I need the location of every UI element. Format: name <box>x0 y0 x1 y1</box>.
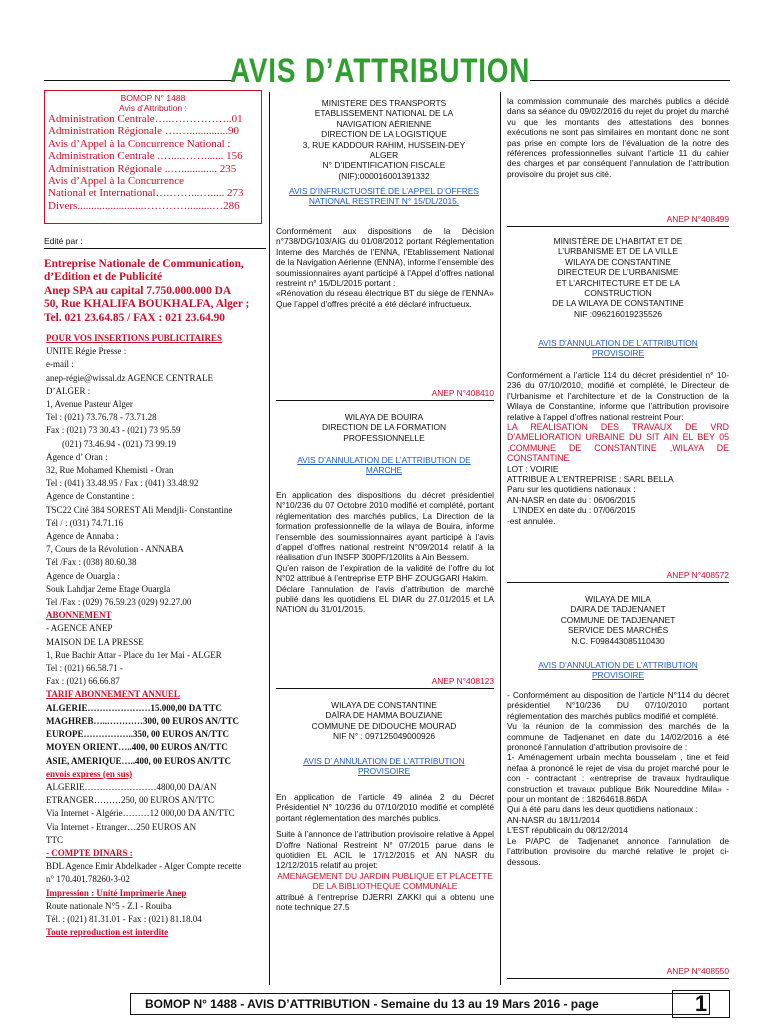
contact-line: Tél. : (021) 81.31.01 - Fax : (021) 81.18.04 <box>46 913 202 924</box>
contact-line: Tel : (041) 33.48.95 / Fax : (041) 33.48.92 <box>46 478 199 489</box>
notice-1-title-link[interactable]: AVIS D’INFRUCTUOSITÉ DE L’APPEL D’OFFRES NATIONAL RESTREINT N° 15/DL/2015. <box>289 186 479 207</box>
contact-line: D’ALGER : <box>46 385 91 396</box>
publisher-line: Entreprise Nationale de Communication, <box>44 258 244 270</box>
contact-line: TSC22 Cité 384 SOREST Ali Mendjli- Constantine <box>46 504 233 515</box>
contact-line: Tel : (021) 66.58.71 - <box>46 663 123 674</box>
notice-5-body: Conformément a l’article 114 du décret présidentiel n° 10-236 du 07/10/2010, modifié et complété, le Directeur de l’Urbanisme et l’architecture et de la Construction de la Wilaya de Constantine, informe que l’attribution provisoire relative à l’appel d’offres national restreint Pour: LA REALISATION DES TRAVAUX DE VRD D’AMELIORATION URBAINE DU SIT AIN EL BEY 05 ,COMMUNE DE CONSTANTINE ,WILAYA DE CONSTANTINE LOT : VOIRIE ATTRIBUE A L’ENTREPRISE : SARL BELLA Paru sur les quotidiens nationaux : AN-NASR en date du : 06/06/2015 L’INDEX en date du : 07/06/2015 -est annulée. <box>507 370 729 526</box>
contact-info-list <box>46 332 241 939</box>
contact-line: Tel /Fax : (029) 76.59.23 (029) 92.27.00 <box>46 597 192 608</box>
contact-line: 1, Rue Bachir Attar - Place du 1er Mai - ALGER <box>46 649 222 660</box>
publisher-line: Anep SPA au capital 7.750.000.000 DA <box>44 284 232 297</box>
contact-line: ALGERIE…………………15.000,00 DA TTC <box>46 702 222 713</box>
summary-row: Administration Centrale .…....……....... 156 <box>48 150 243 163</box>
contact-line: Route nationale N°5 - Z.I - Rouiba <box>46 900 172 911</box>
column-divider-1 <box>269 92 270 985</box>
contact-section-heading: Toute reproduction est interdite <box>46 927 169 938</box>
notice-2-header: WILAYA DE BOUIRA DIRECTION DE LA FORMATION PROFESSIONNELLE <box>321 412 447 443</box>
contact-line: (021) 73.46.94 - (021) 73 99.19 <box>62 438 176 449</box>
contact-line: Tél /Fax : (038) 80.60.38 <box>46 557 137 568</box>
notice-2-body: En application des dispositions du décret présidentiel N°10/236 du 07 Octobre 2010 modifié et complété, portant réglementation des marchés publics, La Direction de la formation professionnelle de la wilaya de Bouira, informe l’ensemble des soumissionnaires ayant participé à l’avis d’appel d’offres national restreint N°09/2014 relatif à la réalisation d’un INSFP 300PF/120Iits à Ain Bessem. Qu’en raison de l’expiration de la validité de l’offre du lot N°02 attribué à l’entreprise ETP BHF ZOUGGARI Hakim. Déclare l’annulation de l’avis d’attribution de marché publié dans les quotidiens EL DIAR du 27.01/2015 et LA NATION du 31/01/2015. <box>276 490 494 615</box>
notice-4-divider <box>507 226 729 227</box>
contact-section-heading: - COMPTE DINARS : <box>46 847 133 858</box>
contact-line: UNITE Régie Presse : <box>46 346 127 357</box>
contact-section-heading: TARIF ABONNEMENT ANNUEL <box>46 689 180 700</box>
notice-2-divider <box>276 688 494 689</box>
notice-5-header: MINISTÈRE DE L’HABITAT ET DE L’URBANISME ET DE LA VILLE WILAYA DE CONSTANTINE DIRECTEUR DE L’URBANISME ET L’ARCHITECTURE ET DE LA CONSTRUCTION DE LA WILAYA DE CONSTANTINE NIF :096216019235526 <box>552 236 684 319</box>
contact-line: 7, Cours de la Révolution - ANNABA <box>46 544 184 555</box>
column-divider-2 <box>500 92 501 985</box>
notice-6-header: WILAYA DE MILA DAIRA DE TADJENANET COMMUNE DE TADJENANET SERVICE DES MARCHÉS N.C. F098443085110430 <box>560 594 676 646</box>
page-title: AVIS D’ATTRIBUTION <box>230 52 531 90</box>
contact-line: e-mail : <box>46 359 74 370</box>
contact-line: anep-régie@wissal.dz AGENCE CENTRALE <box>46 372 214 383</box>
notice-1-body: Conformément aux dispositions de la Décision n°738/DG/103/AIG du 01/08/2012 portant Réglementation Interne des Marchés de l’ENNA, l’Etablissement National de la Navigation Aérienne (ENNA), informe l’ensemble des soumissionnaires ayant participé à l’Appel d’offres national restreint n° 15/DL/2015 portant : «Rénovation du réseau électrique BT du siège de l’ENNA» Que l’appel d’offres précité a été déclaré infructueux. <box>276 226 494 309</box>
contact-line: Fax : (021) 66.66.87 <box>46 676 120 687</box>
notice-3-body: En application de l’article 49 alinéa 2 du Décret Présidentiel N° 10/236 du 07/10/2010 modifié et complété portant réglementation des marchés publics. Suite à l’annonce de l’attribution provisoire relative à Appel D’offre National Restreint N° 07/2015 parue dans le quotidien EL ACIL le 17/12/2015 et AN NASR du 12/12/2015 relatif au projet: AMENAGEMENT DU JARDIN PUBLIQUE ET PLACETTE DE LA BIBLIOTHEQUE COMMUNALE attribué à l’entreprise DJERRI ZAKKI qui a obtenu une note technique 27.5 <box>276 792 494 913</box>
notice-5-project: LA REALISATION DES TRAVAUX DE VRD D’AMELIORATION URBAINE DU SIT AIN EL BEY 05 ,COMMUNE DE CONSTANTINE ,WILAYA DE CONSTANTINE <box>507 422 729 464</box>
notice-5-title-link[interactable]: AVIS D’ANNULATION DE L’ATTRIBUTION PROVISOIRE <box>538 338 698 359</box>
contact-line: MOYEN ORIENT…..400, 00 EUROS AN/TTC <box>46 742 228 753</box>
contact-section-heading: POUR VOS INSERTIONS PUBLICITAIRES <box>46 333 222 343</box>
summary-row: Avis d’Appel à la Concurrence <box>48 175 185 188</box>
notice-2-anep-ref: ANEP N°408123 <box>431 676 494 686</box>
summary-subheading: Avis d’Attribution : <box>119 103 187 113</box>
notice-1-header: MINISTERE DES TRANSPORTS ETABLISSEMENT NATIONAL DE LA NAVIGATION AÉRIENNE DIRECTION DE LA LOGISTIQUE 3, RUE KADDOUR RAHIM, HUSSEIN-DEY ALGER N° D’IDENTIFICATION FISCALE (NIF):000016001391332 <box>302 98 466 181</box>
notice-6-divider <box>507 978 729 979</box>
contact-line: Tel : (021) 73.76.78 - 73.71.28 <box>46 412 157 423</box>
notice-5-divider <box>507 582 729 583</box>
notice-3-project: AMENAGEMENT DU JARDIN PUBLIQUE ET PLACETTE DE LA BIBLIOTHEQUE COMMUNALE <box>277 870 493 892</box>
summary-box <box>44 90 262 224</box>
notice-3-title-link[interactable]: AVIS D’ ANNULATION DE L’ATTRIBUTION PROVISOIRE <box>303 756 465 777</box>
contact-line: - AGENCE ANEP <box>46 623 113 634</box>
publisher-line: d’Edition et de Publicité <box>44 271 163 284</box>
contact-line: Fax : (021) 73 30.43 - (021) 73 95.59 <box>46 425 181 436</box>
publisher-line: Tel. 021 23.64.85 / FAX : 021 23.64.90 <box>44 311 225 324</box>
page-number: 1 <box>672 990 730 1018</box>
notice-6-title-link[interactable]: AVIS D’ANNULATION DE L’ATTRIBUTION PROVISOIRE <box>538 660 698 681</box>
header-rule-right <box>530 80 730 81</box>
contact-line: ETRANGER………250, 00 EUROS AN/TTC <box>46 795 215 806</box>
contact-line: Agence de Constantine : <box>46 491 135 502</box>
publisher-block <box>44 258 266 325</box>
edited-by-label: Edité par : <box>44 236 83 246</box>
notice-1-anep-ref: ANEP N°408410 <box>431 388 494 398</box>
notice-5-anep-ref: ANEP N°408572 <box>666 570 729 580</box>
contact-line: Agence d’ Oran : <box>46 451 108 462</box>
contact-section-heading: envois express (en sus) <box>46 768 133 779</box>
contact-line: ASIE, AMERIQUE…..400, 00 EUROS AN/TTC <box>46 755 232 766</box>
contact-line: Souk Lahdjar 2eme Etage Ouargla <box>46 583 171 594</box>
notice-3-header: WILAYA DE CONSTANTINE DAÏRA DE HAMMA BOUZIANE COMMUNE DE DIDOUCHE MOURAD NIF N° : 097125049000926 <box>311 700 457 742</box>
contact-line: EUROPE……………..350, 00 EUROS AN/TTC <box>46 729 230 740</box>
contact-line: 32, Rue Mohamed Khemisti - Oran <box>46 465 174 476</box>
summary-row: Avis d’Appel à la Concurrence National : <box>48 137 231 150</box>
summary-row: National et International….……...…..... 273 <box>48 187 244 200</box>
footer-text: BOMOP N° 1488 - AVIS D’ATTRIBUTION - Semaine du 13 au 19 Mars 2016 - page <box>145 997 599 1011</box>
contact-line: MAGHREB…..…………300, 00 EUROS AN/TTC <box>46 715 240 726</box>
contact-line: BDL Agence Emir Abdelkader - Alger Compte recette <box>46 861 242 872</box>
contact-line: Agence de Annaba : <box>46 531 119 542</box>
contact-line: Tél / : (031) 74.71.16 <box>46 517 123 528</box>
contact-line: Via Internet - Algérie………12 000,00 DA AN/TTC <box>46 808 235 819</box>
contact-section-heading: ABONNEMENT <box>46 610 112 621</box>
notice-4-body: la commission communale des marchés publics a décidé dans sa séance du 09/02/2016 du rejet du projet du marché vu que les montants des attestations des bonnes exécutions ne sont pas similaires en montant donc ne sont pas prise en compte lors de l’évaluation de la notre des références professionnelles suivant l’article 11 du cahier des charges et par conséquent l’annulation de l’attribution provisoire du projet sus cité. <box>507 96 729 179</box>
edited-by-rule <box>44 248 266 249</box>
notice-2-title-link[interactable]: AVIS D’ANNULATION DE L’ATTRIBUTION DE MARCHE <box>297 455 471 476</box>
contact-section-heading: Impression : Unité Imprimerie Anep <box>46 887 187 898</box>
summary-heading: BOMOP N° 1488 <box>120 93 186 103</box>
contact-line: TTC <box>46 834 63 845</box>
summary-row: Administration Régionale ..…............. 235 <box>48 162 237 175</box>
header-rule-left <box>44 80 232 81</box>
contact-line: 1, Avenue Pasteur Alger <box>46 399 133 410</box>
contact-line: MAISON DE LA PRESSE <box>46 636 144 647</box>
notice-1-divider <box>276 400 494 401</box>
summary-row: Administration Centrale…..……………..01 <box>48 113 243 125</box>
contact-line: n° 170.401.78260-3-02 <box>46 874 130 885</box>
notice-6-anep-ref: ANEP N°408550 <box>666 966 729 976</box>
publisher-line: 50, Rue KHALIFA BOUKHALFA, Alger ; <box>44 298 250 311</box>
summary-row: Divers........................………….........…286 <box>48 199 240 212</box>
contact-line: Via Internet - Etranger…250 EUROS AN <box>46 821 197 832</box>
contact-line: Agence de Ouargla : <box>46 570 121 581</box>
contact-line: ALGERIE……………………4800,00 DA/AN <box>46 781 217 792</box>
notice-6-body: - Conformément au disposition de l’article N°114 du décret présidentiel N°10/236 DU 07/10/2010 portant réglementation des marchés publics modifié et complété. Vu la réunion de la commission des marchés de la commune de Tadjenanet en date du 14/02/2016 a été prononcé l’annulation d’attribution provisoire de : 1- Aménagement urbain mechta bousselam , tine et feid nefaa à prononcé le rejet de visa du projet marché pour le con - contractant : «entreprise de travaux hydraulique construction et travaux publique Brik Noureddine Mila» - pour un montant de : 18264618.86DA Qui à été paru dans les deux quotidiens nationaux : AN-NASR du 18/11/2014 L’EST républicain du 08/12/2014 Le P/APC de Tadjenanet annonce l’annulation de l’attribution provisoire du marché relative le projet ci- dessous. <box>507 690 729 867</box>
notice-4-anep-ref: ANEP N°408499 <box>666 214 729 224</box>
summary-row: Administration Régionale ….…..............90 <box>48 125 239 138</box>
